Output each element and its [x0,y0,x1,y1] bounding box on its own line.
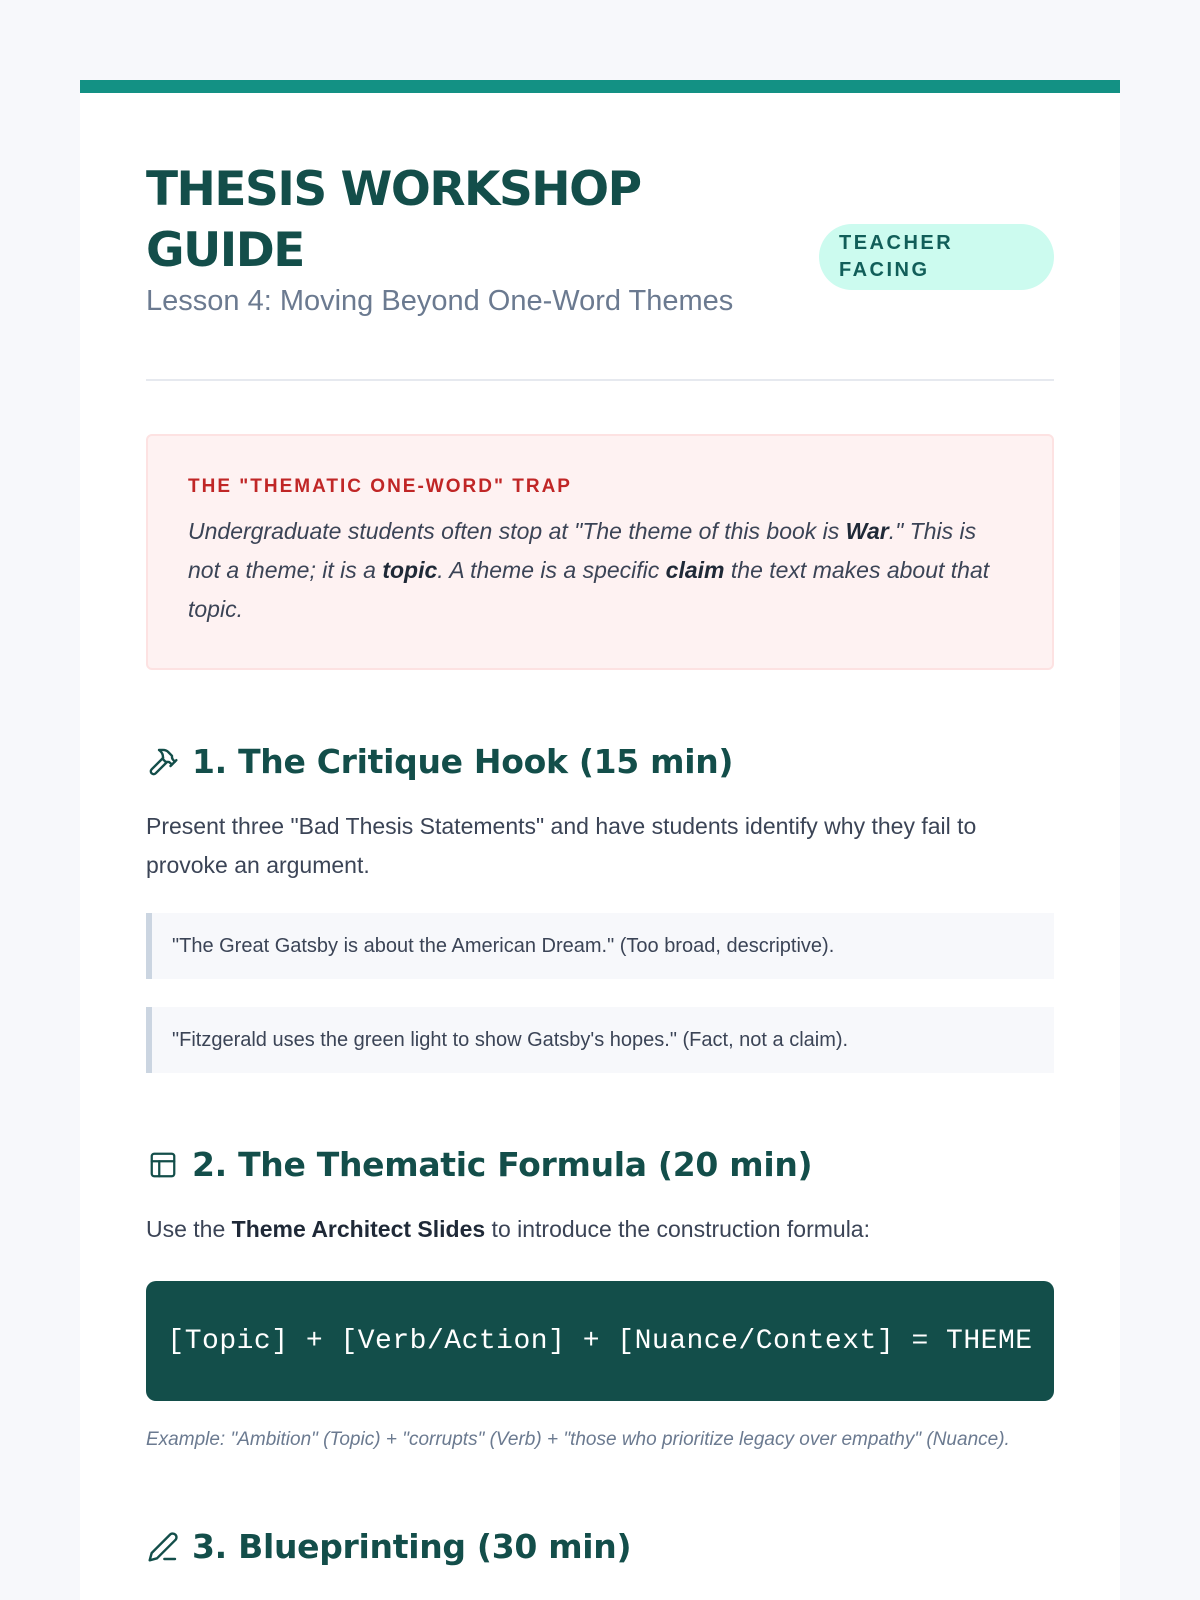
layout-icon [146,1148,180,1182]
section-critique-hook [146,742,1054,781]
warning-title: THE "THEMATIC ONE-WORD" TRAP [188,476,572,497]
lesson-card [80,80,1120,1600]
section-title: 1. The Critique Hook (15 min) [192,742,734,781]
formula-example: Example: "Ambition" (Topic) + "corrupts" (Verb) + "those who prioritize legacy over empathy" (Nuance). [146,1429,1010,1450]
bad-thesis-quote: "The Great Gatsby is about the American Dream." (Too broad, descriptive). [146,913,1054,979]
section-blueprinting [146,1527,1054,1566]
warning-text: Undergraduate students often stop at "The theme of this book is War." This is not a theme; it is a topic. A theme is a specific claim the text makes about that topic. [188,518,990,622]
section-paragraph: Present three "Bad Thesis Statements" and have students identify why they fail to provoke an argument. [146,813,977,878]
section-title: 3. Blueprinting (30 min) [192,1527,632,1566]
audience-badge: TEACHER FACING [819,224,1054,290]
section-thematic-formula [146,1145,1054,1184]
section-paragraph: Use the Theme Architect Slides to introduce the construction formula: [146,1216,870,1242]
page-header [146,93,1054,381]
section-title: 2. The Thematic Formula (20 min) [192,1145,813,1184]
bad-thesis-quote: "Fitzgerald uses the green light to show Gatsby's hopes." (Fact, not a claim). [146,1007,1054,1073]
pencil-icon [146,1530,180,1564]
theme-formula: [Topic] + [Verb/Action] + [Nuance/Context] = THEME [146,1281,1054,1401]
page-title: THESIS WORKSHOP GUIDE [146,162,641,278]
warning-callout [146,434,1054,670]
page-subtitle: Lesson 4: Moving Beyond One-Word Themes [146,285,734,317]
hammer-icon [146,745,180,779]
